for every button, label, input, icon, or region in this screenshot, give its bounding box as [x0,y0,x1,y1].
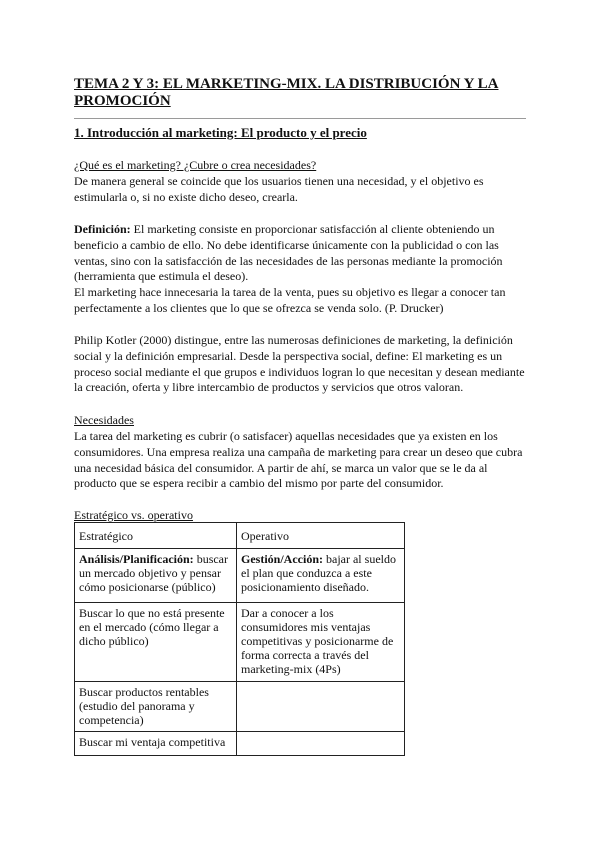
table-cell: Dar a conocer a los consumidores mis ventajas competitivas y posicionarme de forma correcta a través del marketing-mix (4Ps) [237,603,405,682]
table-cell: Buscar mi ventaja competitiva [75,732,237,756]
cell-text: buscar un mercado objetivo y pensar cómo posicionarse (público) [79,552,229,594]
table-header-cell: Estratégico [75,523,237,549]
strategic-operative-table [74,522,405,756]
needs-heading: Necesidades [74,413,134,427]
table-row [75,603,405,682]
definition-text: El marketing consiste en proporcionar satisfacción al cliente obteniendo un beneficio a cambio de ello. No debe identificarse únicamente con la publicidad o con las ventas, sino con la satisfacción de las necesidades de las personas mediante la promoción (herramienta que estimula el deseo). [74,222,503,284]
horizontal-rule [74,118,526,119]
definition-followup: El marketing hace innecesaria la tarea de la venta, pues su objetivo es llegar a conocer tan perfectamente a los clientes que lo que se ofrezca se venda solo. (P. Drucker) [74,285,506,315]
document-title: TEMA 2 Y 3: EL MARKETING-MIX. LA DISTRIBUCIÓN Y LA PROMOCIÓN [74,76,499,109]
table-row [75,682,405,732]
intro-paragraph: De manera general se coincide que los usuarios tienen una necesidad, y el objetivo es estimularla o, si no existe dicho deseo, crearla. [74,174,484,204]
table-cell: Buscar lo que no está presente en el mercado (cómo llegar a dicho público) [75,603,237,682]
table-cell [75,549,237,603]
table-row [75,523,405,549]
question-heading: ¿Qué es el marketing? ¿Cubre o crea necesidades? [74,158,317,172]
table-cell [237,682,405,732]
table-row [75,549,405,603]
table-row [75,732,405,756]
cell-text: bajar al sueldo el plan que conduzca a este posicionamiento diseñado. [241,552,396,594]
table-heading: Estratégico vs. operativo [74,508,193,522]
section-heading: 1. Introducción al marketing: El producto y el precio [74,125,367,140]
cell-label: Gestión/Acción: [241,552,323,566]
kotler-paragraph: Philip Kotler (2000) distingue, entre las numerosas definiciones de marketing, la definición social y la definición empresarial. Desde la perspectiva social, define: El marketing es un proceso social mediante el que grupos e individuos logran lo que necesitan y desean mediante la creación, oferta y libre intercambio de productos y servicios que otros valoran. [74,333,525,395]
table-cell: Buscar productos rentables (estudio del panorama y competencia) [75,682,237,732]
cell-label: Análisis/Planificación: [79,552,194,566]
table-cell [237,732,405,756]
definition-paragraph [74,222,529,285]
table-cell [237,549,405,603]
table-header-cell: Operativo [237,523,405,549]
needs-paragraph: La tarea del marketing es cubrir (o satisfacer) aquellas necesidades que ya existen en los consumidores. Una empresa realiza una campaña de marketing para crear un deseo que cubra una necesidad básica del consumidor. A partir de ahí, se marca un valor que se le da al producto que se espera recibir a cambio del mismo por parte del consumidor. [74,429,523,491]
definition-label: Definición: [74,222,131,236]
